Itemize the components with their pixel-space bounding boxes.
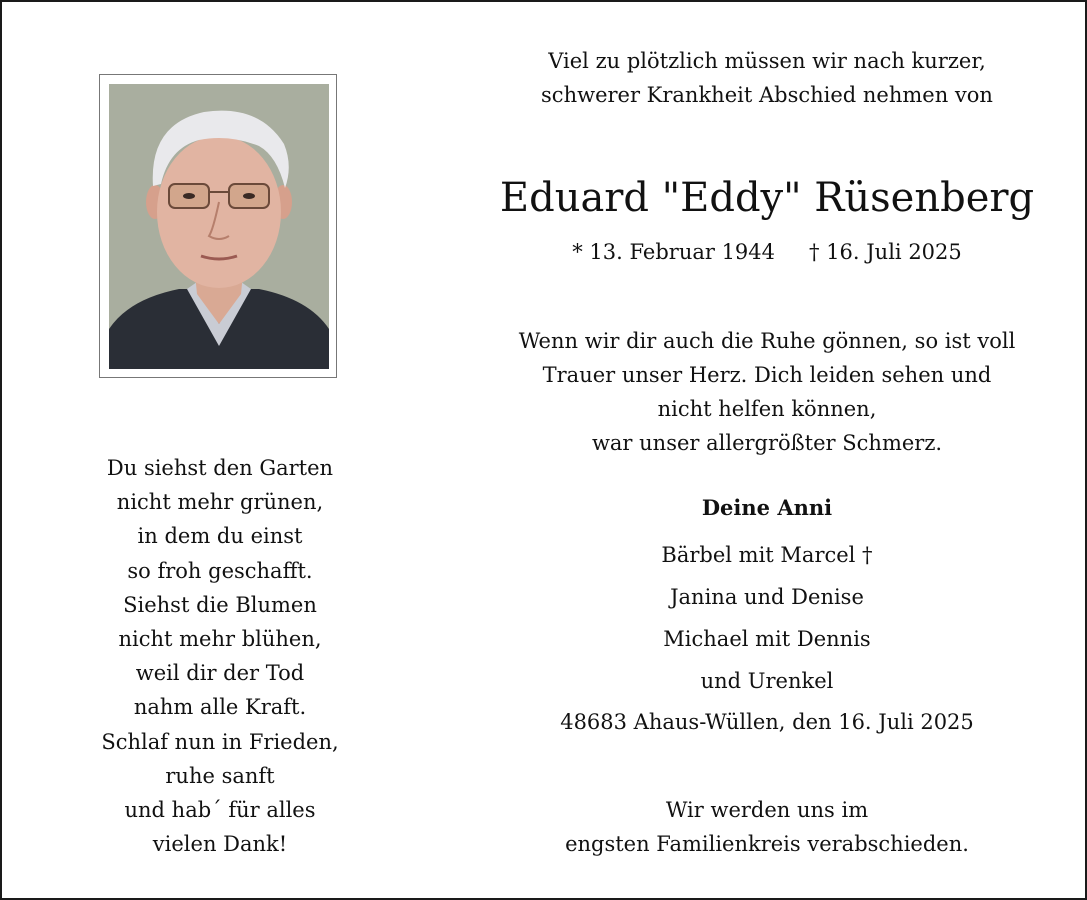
portrait-illustration bbox=[109, 84, 329, 369]
verse-line: nicht helfen können, bbox=[657, 397, 877, 421]
place-and-date: 48683 Ahaus-Wüllen, den 16. Juli 2025 bbox=[560, 710, 974, 734]
deceased-name: Eduard "Eddy" Rüsenberg bbox=[499, 175, 1035, 221]
poem-line: Du siehst den Garten bbox=[106, 456, 334, 480]
poem-line: nicht mehr grünen, bbox=[116, 490, 324, 515]
farewell-note bbox=[472, 793, 1062, 861]
life-dates bbox=[472, 235, 1062, 269]
intro-line: Viel zu plötzlich müssen wir nach kurzer, bbox=[548, 49, 986, 73]
poem-line: und hab´ für alles bbox=[124, 798, 316, 823]
poem-line: Schlaf nun in Frieden, bbox=[101, 729, 339, 754]
farewell-line: Wir werden uns im bbox=[665, 798, 869, 822]
signer-name: Deine Anni bbox=[701, 495, 833, 520]
portrait-frame bbox=[99, 74, 337, 378]
poem-line: nicht mehr blühen, bbox=[118, 627, 322, 652]
family-member: Bärbel mit Marcel † bbox=[661, 543, 873, 567]
poem-line: weil dir der Tod bbox=[135, 661, 305, 686]
poem-line: nahm alle Kraft. bbox=[133, 695, 307, 720]
verse-line: war unser allergrößter Schmerz. bbox=[591, 431, 943, 455]
poem-line: Siehst die Blumen bbox=[123, 592, 317, 617]
poem-line: so froh geschafft. bbox=[127, 558, 313, 583]
portrait-photo bbox=[109, 84, 329, 369]
family-member: Michael mit Dennis bbox=[663, 627, 871, 651]
poem-line: in dem du einst bbox=[137, 524, 303, 549]
intro-line: schwerer Krankheit Abschied nehmen von bbox=[541, 83, 993, 107]
poem-line: ruhe sanft bbox=[165, 763, 275, 788]
verse-line: Trauer unser Herz. Dich leiden sehen und bbox=[542, 363, 992, 387]
family-member: Janina und Denise bbox=[670, 585, 864, 609]
memorial-poem bbox=[62, 451, 378, 861]
announcement-intro bbox=[472, 44, 1062, 112]
mourning-verse bbox=[472, 324, 1062, 460]
verse-line: Wenn wir dir auch die Ruhe gönnen, so ist voll bbox=[518, 329, 1016, 353]
birth-date: * 13. Februar 1944 bbox=[572, 240, 776, 264]
poem-line: vielen Dank! bbox=[152, 832, 288, 857]
death-date: † 16. Juli 2025 bbox=[809, 240, 962, 264]
family-list bbox=[472, 534, 1062, 702]
farewell-line: engsten Familienkreis verabschieden. bbox=[565, 832, 969, 856]
family-member: und Urenkel bbox=[700, 669, 834, 693]
